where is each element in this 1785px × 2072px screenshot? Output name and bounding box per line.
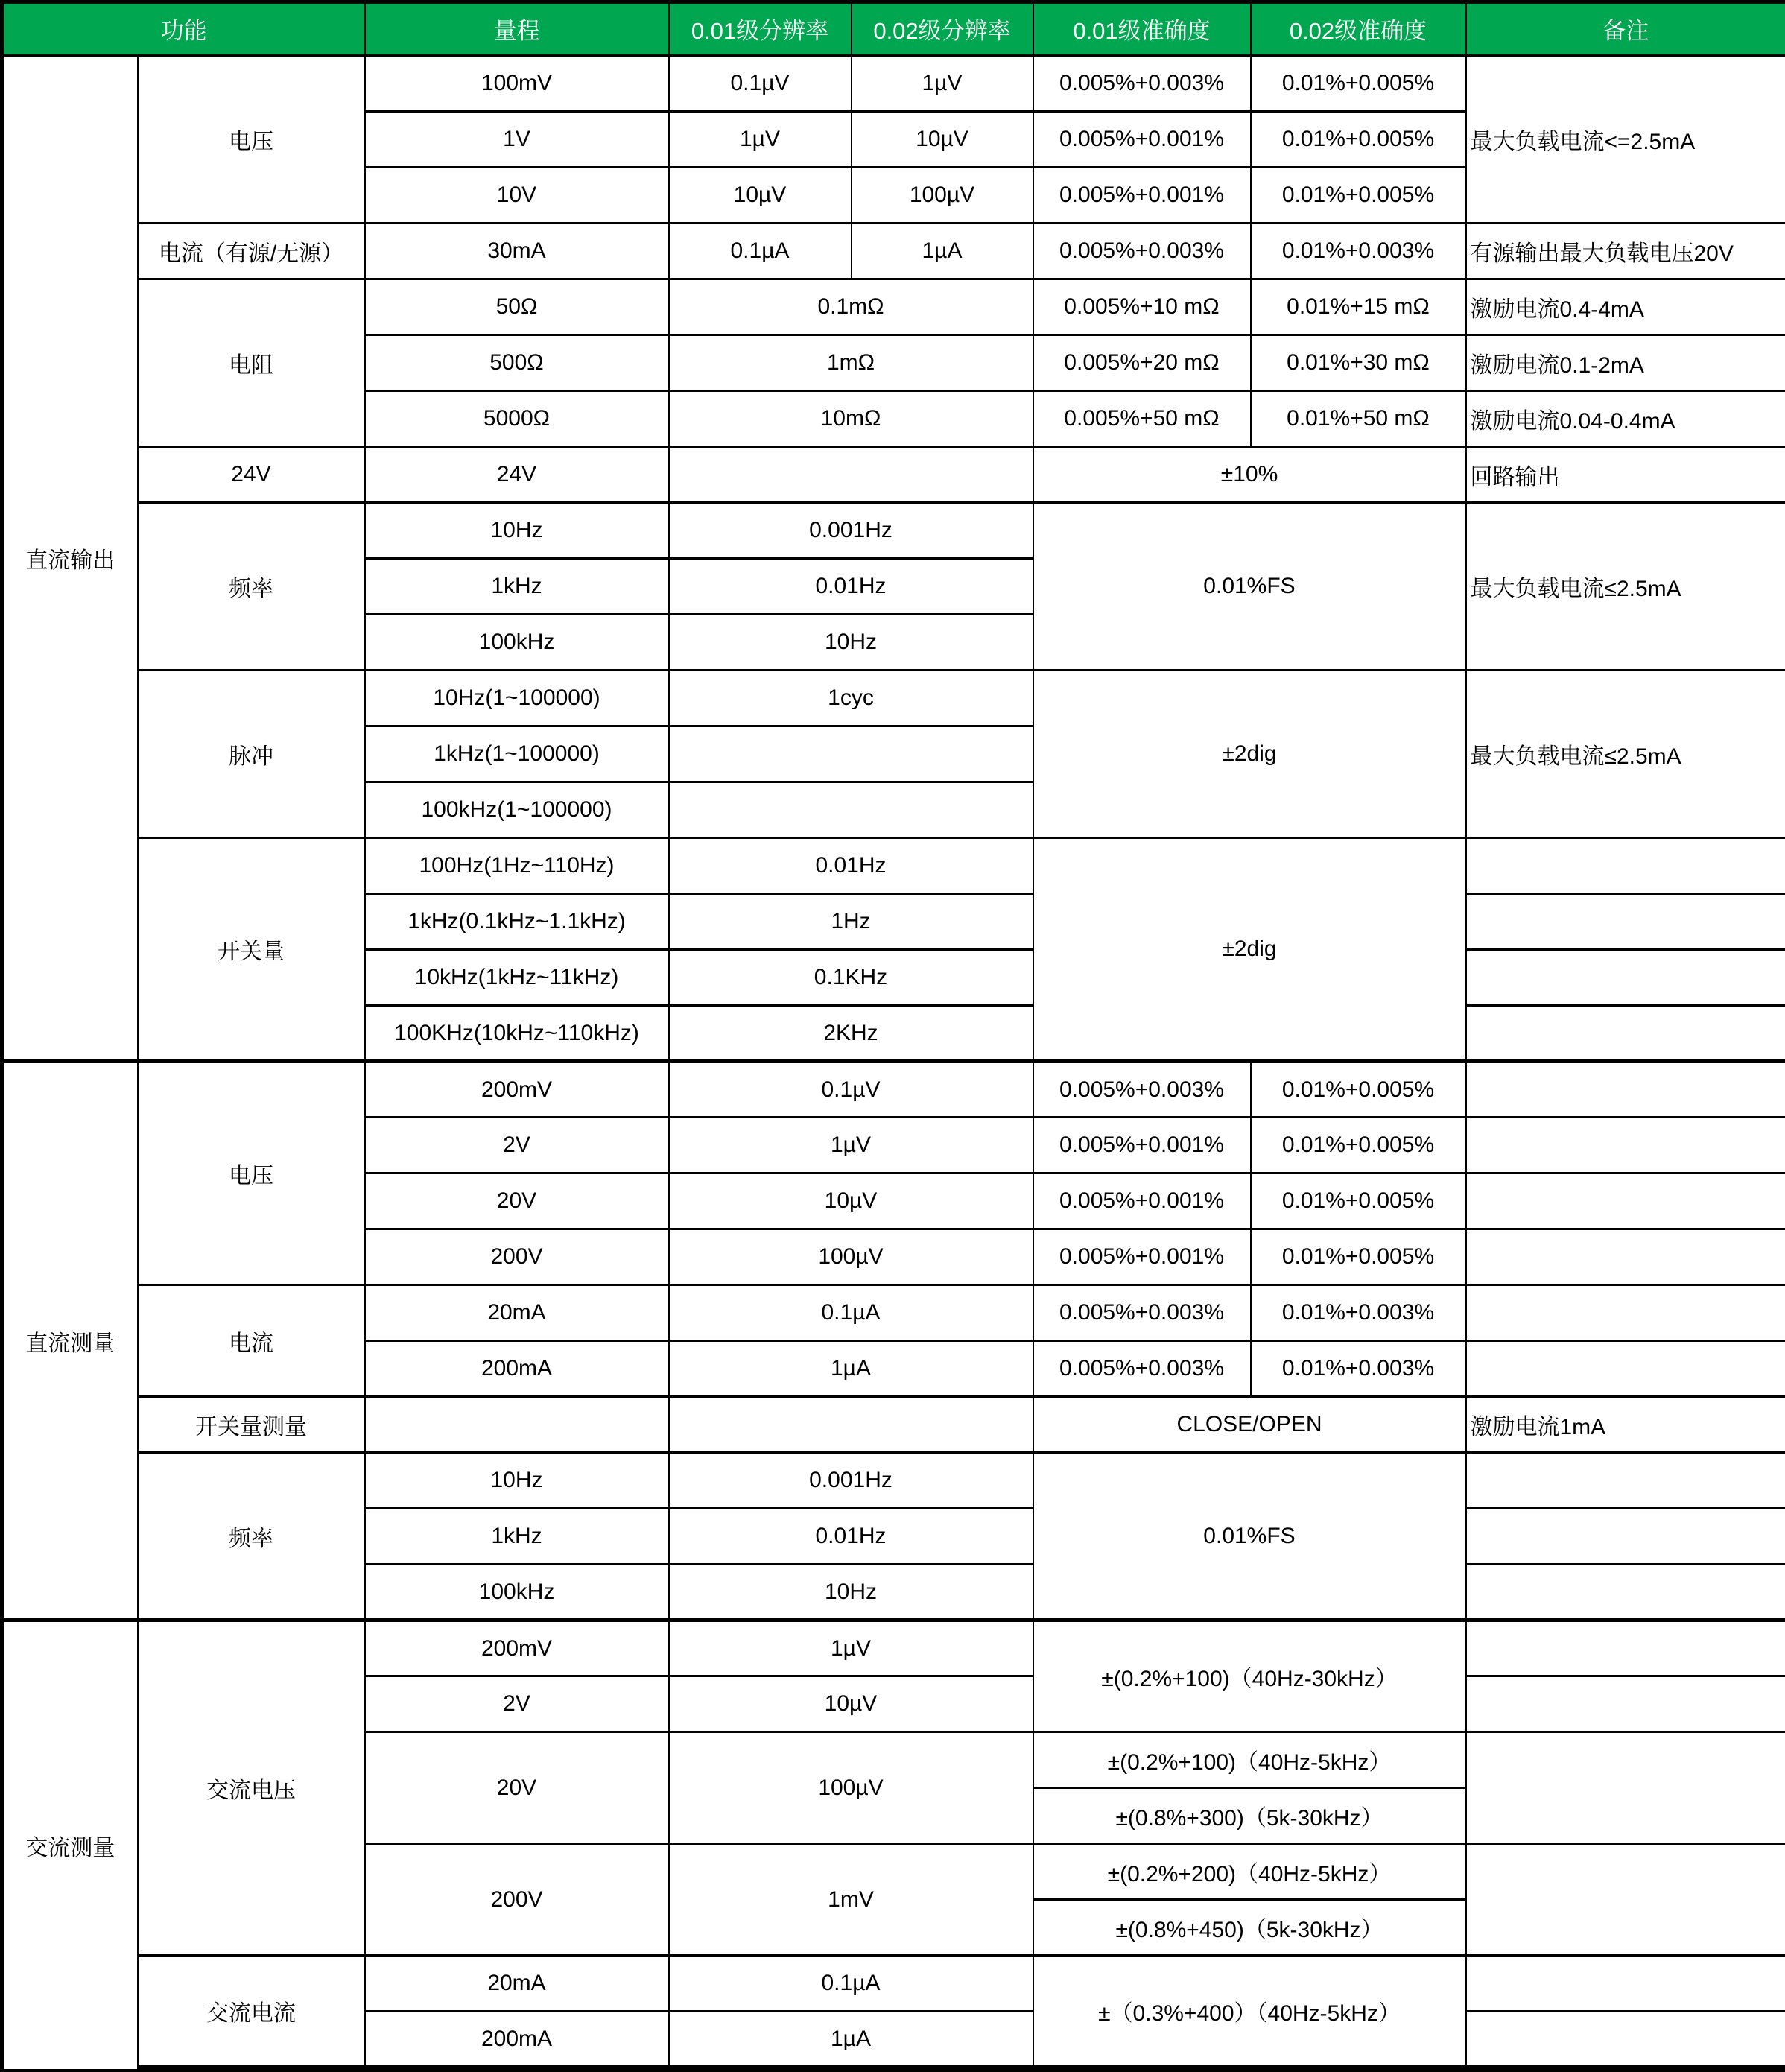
resolution-value: 10mΩ [669,391,1033,447]
accuracy-002-value: 0.01%+0.005% [1251,1118,1466,1173]
resolution-value: 0.1mΩ [669,279,1033,335]
remark-text: 回路输出 [1466,447,1785,503]
function-label: 24V [138,447,365,503]
function-label [138,2068,365,2071]
spec-table-header [2,2,1785,56]
table-row [2,56,1785,112]
section-label: 直流输出 [2,56,138,1062]
accuracy-002-value: 0.01%+0.005% [1251,1173,1466,1229]
resolution-value: 100µV [669,1732,1033,1844]
resolution-value [669,782,1033,838]
accuracy-002-value: 0.01%+0.003% [1251,1285,1466,1341]
table-row [2,1397,1785,1453]
function-label: 开关量 [138,838,365,1062]
section-label: 直流测量 [2,1062,138,1620]
accuracy-002-value: 0.01%+0.003% [1251,224,1466,279]
resolution-value: 0.1µA [669,1285,1033,1341]
accuracy-002-value: 0.01%+0.003% [1251,1341,1466,1397]
accuracy-002-value: 0.01%+0.005% [1251,1062,1466,1118]
remark-text [1466,1509,1785,1565]
accuracy-001-value: 0.005%+0.001% [1033,1229,1251,1285]
range-value: 10Hz [365,1453,669,1509]
resolution-value: 10Hz [669,615,1033,671]
accuracy-002-value: 0.01%+0.005% [1251,56,1466,112]
range-value: 10Hz(1~100000) [365,671,669,726]
resolution-002-value: 10µV [852,112,1033,168]
range-value: 2V [365,1676,669,1732]
range-value: 100kHz(1~100000) [365,782,669,838]
remark-text [1466,1062,1785,1118]
accuracy-001-value: 0.005%+10 mΩ [1033,279,1251,335]
resolution-002-value: 1µV [852,56,1033,112]
range-value: 100KHz(10kHz~110kHz) [365,1006,669,1062]
accuracy-001-value: 0.005%+0.003% [1033,1341,1251,1397]
range-value: 100kHz [365,615,669,671]
remark-text: 激励电流0.04-0.4mA [1466,391,1785,447]
resolution-value: 10µV [669,1173,1033,1229]
remark-text [1466,950,1785,1006]
accuracy-002-value: 0.01%+0.005% [1251,168,1466,224]
remark-text [1466,1118,1785,1173]
table-row [2,224,1785,279]
table-row [2,1620,1785,1676]
resolution-value: 100µV [669,1229,1033,1285]
accuracy-value: ±(0.2%+200)（40Hz-5kHz） [1033,1844,1466,1900]
accuracy-001-value: 0.005%+0.001% [1033,112,1251,168]
range-value [365,1397,669,1453]
accuracy-002-value: 0.01%+50 mΩ [1251,391,1466,447]
column-header-function: 功能 [2,2,365,56]
remark-text [1466,2012,1785,2068]
range-value: 20mA [365,1285,669,1341]
range-value: 24V [365,447,669,503]
resolution-001-value: 0.1µV [669,56,852,112]
resolution-value: 0.1µA [669,1956,1033,2012]
remark-text [1466,1229,1785,1285]
resolution-value: 0.001Hz [669,503,1033,559]
remark-text [1466,1956,1785,2012]
range-value: 1kHz(0.1kHz~1.1kHz) [365,894,669,950]
function-label: 开关量测量 [138,1397,365,1453]
resolution-001-value: 10µV [669,168,852,224]
accuracy-001-value: 0.005%+20 mΩ [1033,335,1251,391]
resolution-001-value: 1µV [669,112,852,168]
function-label: 电压 [138,1062,365,1285]
range-value: 1kHz [365,559,669,615]
accuracy-001-value: 0.005%+0.001% [1033,168,1251,224]
resolution-value: 10Hz [669,1565,1033,1620]
remark-text [1466,838,1785,894]
accuracy-001-value: 0.005%+0.003% [1033,56,1251,112]
resolution-value: 0.01Hz [669,1509,1033,1565]
accuracy-002-value: 0.01%+0.005% [1251,112,1466,168]
resolution-value [669,726,1033,782]
accuracy-value: ±2dig [1033,671,1466,838]
range-value: 10kHz(1kHz~11kHz) [365,950,669,1006]
resolution-value: 1Hz [669,894,1033,950]
resolution-value: 0.01Hz [669,838,1033,894]
range-value [365,2068,669,2071]
remark-text: 激励电流1mA [1466,1397,1785,1453]
remark-text [1466,1565,1785,1620]
resolution-value: 0.1µV [669,1062,1033,1118]
range-value: 200V [365,1844,669,1956]
accuracy-value: ±2dig [1033,838,1466,1062]
accuracy-001-value: 0.005%+50 mΩ [1033,391,1251,447]
range-value: 1kHz(1~100000) [365,726,669,782]
accuracy-value: ±（0.3%+400）（40Hz-5kHz） [1033,1956,1466,2068]
function-label: 电阻 [138,279,365,447]
function-label: 脉冲 [138,671,365,838]
remark-text: 有源输出最大负载电压20V [1466,224,1785,279]
remark-text: 最大负载电流≤2.5mA [1466,671,1785,838]
accuracy-value: ±10% [1033,447,1466,503]
accuracy-value: ±(0.8%+300)（5k-30kHz） [1033,1788,1466,1844]
range-value: 200V [365,1229,669,1285]
resolution-001-value: 0.1µA [669,224,852,279]
range-value: 200mA [365,2012,669,2068]
accuracy-001-value: 0.005%+0.003% [1033,224,1251,279]
table-row [2,1453,1785,1509]
function-label: 频率 [138,1453,365,1620]
remark-text: 激励电流0.1-2mA [1466,335,1785,391]
resolution-value: 1µV [669,1620,1033,1676]
resolution-value: 2KHz [669,1006,1033,1062]
section-label: 交流测量 [2,1620,138,2071]
header-row [2,2,1785,56]
function-label: 电压 [138,56,365,224]
column-header-remark: 备注 [1466,2,1785,56]
function-label: 交流电流 [138,1956,365,2068]
resolution-value [669,2068,1033,2071]
accuracy-001-value: 0.005%+0.001% [1033,1173,1251,1229]
remark-text [1466,1620,1785,1676]
range-value: 200mV [365,1620,669,1676]
function-label: 交流电压 [138,1620,365,1956]
spec-table-body [2,56,1785,2071]
range-value: 200mV [365,1062,669,1118]
resolution-002-value: 100µV [852,168,1033,224]
column-header-resolution-001: 0.01级分辨率 [669,2,852,56]
remark-text [1466,1732,1785,1844]
remark-text [1466,1285,1785,1341]
range-value: 10Hz [365,503,669,559]
accuracy-value: ±(0.2%+100)（40Hz-5kHz） [1033,1732,1466,1788]
resolution-value: 0.01Hz [669,559,1033,615]
accuracy-value: ±(0.2%+100)（40Hz-30kHz） [1033,1620,1466,1732]
table-row [2,1285,1785,1341]
remark-text: 最大负载电流≤2.5mA [1466,503,1785,671]
range-value: 20mA [365,1956,669,2012]
range-value: 10V [365,168,669,224]
resolution-value [669,1397,1033,1453]
accuracy-001-value: 0.005%+0.003% [1033,1062,1251,1118]
column-header-accuracy-002: 0.02级准确度 [1251,2,1466,56]
range-value: 100mV [365,56,669,112]
range-value: 100kHz [365,1565,669,1620]
range-value: 100Hz(1Hz~110Hz) [365,838,669,894]
resolution-value: 1mΩ [669,335,1033,391]
table-row [2,279,1785,335]
resolution-002-value: 1µA [852,224,1033,279]
remark-text [1466,1844,1785,1956]
remark-text [1466,1676,1785,1732]
column-header-range: 量程 [365,2,669,56]
table-row [2,1062,1785,1118]
resolution-value: 1cyc [669,671,1033,726]
range-value: 50Ω [365,279,669,335]
remark-text: 激励电流0.4-4mA [1466,279,1785,335]
remark-text [1466,1341,1785,1397]
resolution-value: 1µV [669,1118,1033,1173]
accuracy-002-value: 0.01%+15 mΩ [1251,279,1466,335]
function-label: 电流 [138,1285,365,1397]
resolution-value: 0.1KHz [669,950,1033,1006]
resolution-value: 1mV [669,1844,1033,1956]
table-row [2,447,1785,503]
accuracy-value: 0.01%FS [1033,1453,1466,1620]
table-row [2,1956,1785,2012]
accuracy-value: 0.01%FS [1033,503,1466,671]
resolution-value: 0.001Hz [669,1453,1033,1509]
column-header-accuracy-001: 0.01级准确度 [1033,2,1251,56]
table-row [2,838,1785,894]
range-value: 1V [365,112,669,168]
accuracy-002-value: 0.01%+30 mΩ [1251,335,1466,391]
resolution-value: 1µA [669,2012,1033,2068]
table-row [2,503,1785,559]
accuracy-value: ±(0.8%+450)（5k-30kHz） [1033,1900,1466,1956]
function-label: 频率 [138,503,365,671]
accuracy-002-value: 0.01%+0.005% [1251,1229,1466,1285]
range-value: 2V [365,1118,669,1173]
function-label: 电流（有源/无源） [138,224,365,279]
remark-text [1466,2068,1785,2071]
range-value: 20V [365,1732,669,1844]
resolution-value [669,447,1033,503]
table-row [2,671,1785,726]
accuracy-001-value: 0.005%+0.003% [1033,1285,1251,1341]
range-value: 30mA [365,224,669,279]
range-value: 200mA [365,1341,669,1397]
remark-text [1466,1173,1785,1229]
remark-text [1466,1453,1785,1509]
remark-text [1466,1006,1785,1062]
accuracy-value: CLOSE/OPEN [1033,1397,1466,1453]
range-value: 5000Ω [365,391,669,447]
range-value: 20V [365,1173,669,1229]
range-value: 500Ω [365,335,669,391]
accuracy-value [1033,2068,1466,2071]
range-value: 1kHz [365,1509,669,1565]
remark-text: 最大负载电流<=2.5mA [1466,56,1785,224]
accuracy-001-value: 0.005%+0.001% [1033,1118,1251,1173]
resolution-value: 10µV [669,1676,1033,1732]
table-row [2,2068,1785,2071]
remark-text [1466,894,1785,950]
resolution-value: 1µA [669,1341,1033,1397]
column-header-resolution-002: 0.02级分辨率 [852,2,1033,56]
